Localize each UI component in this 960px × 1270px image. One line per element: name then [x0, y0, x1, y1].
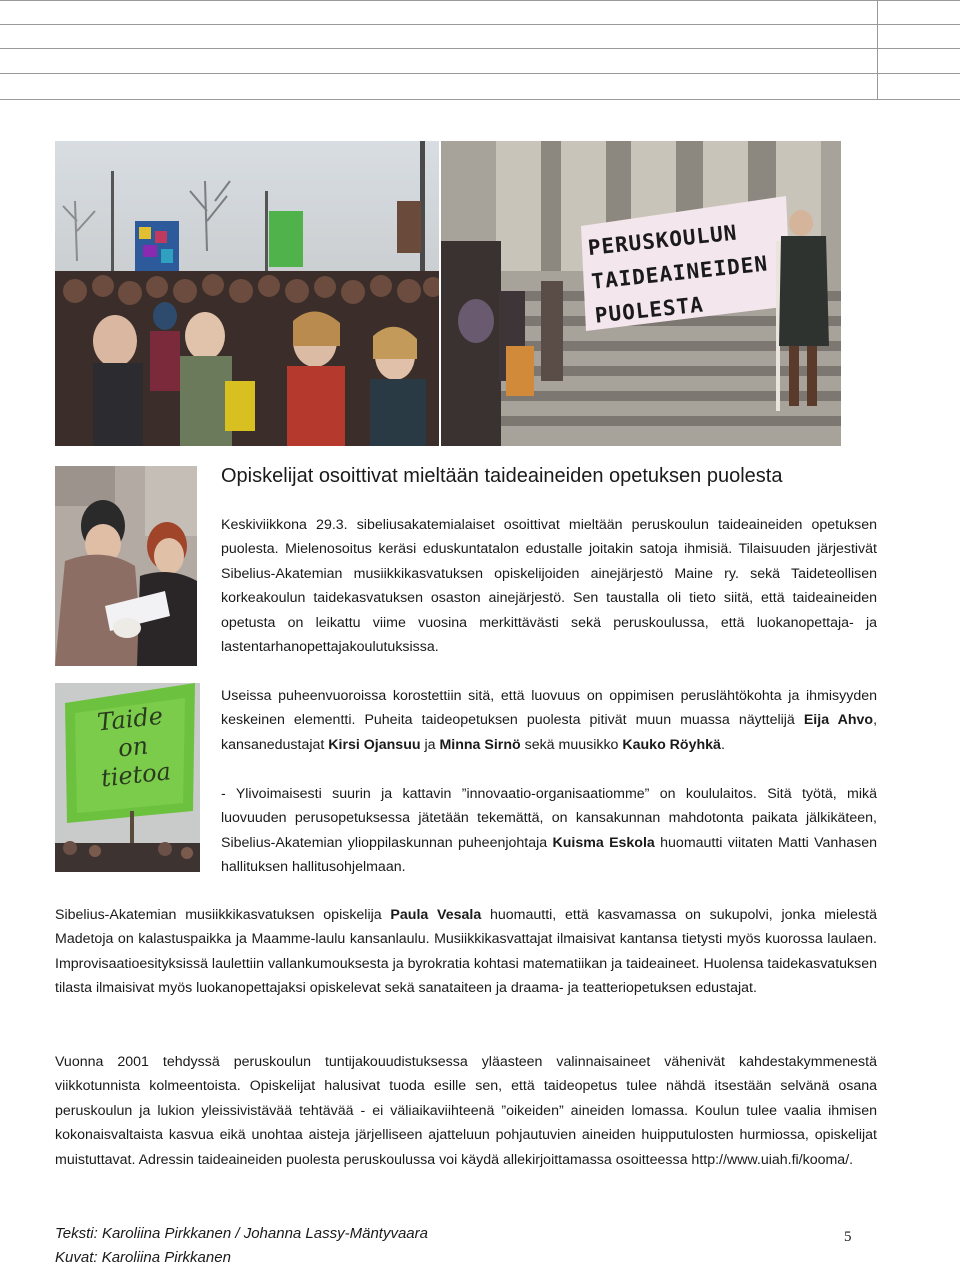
choir-singers-photo: [55, 466, 197, 666]
sign-text: [79, 700, 187, 794]
header-column-divider: [877, 0, 878, 100]
person-name: Minna Sirnö: [439, 736, 521, 753]
paragraph-speeches: [221, 684, 877, 757]
banner-text-line: PUOLESTA: [593, 292, 705, 328]
person-name: Paula Vesala: [390, 907, 482, 923]
paragraph-text: Useissa puheenvuoroissa korostettiin sitä, että luovuus on oppimisen peruslähtökohta ja ihmisyyden keskeinen elementti. Puheita taideopetuksen puolesta pitivät muun muassa näyttelijä: [221, 688, 877, 729]
header-rule-3: [0, 73, 960, 74]
banner-text-line: TAIDEAINEIDEN: [590, 251, 770, 294]
header-rule-top: [0, 0, 960, 1]
paragraph-text: Sibelius-Akatemian musiikkikasvatuksen opiskelija: [55, 907, 391, 923]
paragraph-quote: [221, 782, 877, 880]
sign-text-line: on: [116, 731, 150, 763]
header-rule-4: [0, 99, 960, 100]
article-title: Opiskelijat osoittivat mieltään taideaineiden opetuksen puolesta: [221, 465, 783, 487]
person-name: Eija Ahvo: [803, 712, 874, 729]
header-rule-1: [0, 24, 960, 25]
header-rule-2: [0, 48, 960, 49]
paragraph-text: ja: [420, 736, 440, 753]
paragraph-paula-vesala: [55, 903, 877, 1001]
person-name: Kirsi Ojansuu: [328, 736, 421, 753]
paragraph-curriculum: Vuonna 2001 tehdyssä peruskoulun tuntijakouudistuksessa yläasteen valinnaisaineet vähenivät kahdestakymmenestä viikkotunnista kolmeentoista. Opiskelijat halusivat tuoda esille sen, että taideopetus tulee nähdä itsestään selvänä osana peruskoulun ja lukion yleissivistävää tehtävää - ei väliaikaviihteenä ”oikeiden” aineiden lomassa. Koulun tulee vaalia ihmisen kokonaisvaltaista kasvua eikä unohtaa aisteja järjelliseen ajatteluun pohjautuvien aineiden huipputulosten hurmiossa, opiskelijat muistuttavat. Adressin taideaineiden puolesta peruskoulussa voi käydä allekirjoittamassa osoitteessa http://www.uiah.fi/kooma/.: [55, 1054, 877, 1168]
page-number: 5: [844, 1229, 852, 1245]
paragraph-text: , kansanedustajat: [221, 712, 878, 753]
person-name: Kauko Röyhkä: [622, 736, 721, 753]
banner-text-line: PERUSKOULUN: [586, 220, 739, 261]
crowd-photo: [55, 141, 439, 446]
paragraph-text: .: [720, 736, 725, 753]
paragraph-text: sekä muusikko: [520, 736, 623, 753]
paragraph-text: - Ylivoimaisesti suurin ja kattavin ”innovaatio-organisaatiomme” on koululaitos. Sitä työtä, mikä luovuuden perusopetuksessa jätetään tekemättä, on kansakunnan mahdotonta paikata jälkikäteen, Sibelius-Akatemian ylioppilaskunnan puheenjohtaja: [221, 786, 877, 851]
taide-sign-photo: [55, 683, 200, 872]
credits: [55, 1222, 428, 1270]
sign-text-line: tietoa: [99, 757, 173, 793]
photo-credit: Kuvat: Karoliina Pirkkanen: [55, 1249, 231, 1266]
paragraph-text: huomautti, että kasvamassa on sukupolvi, jonka mielestä Madetoja on kalastuspaikka ja Maamme-laulu kansanlaulu. Musiikkikasvattajat ilmaisivat kantansa tietysti myös kuorossa laulaen. Improvisaatioesityksissä laulettiin vallankumouksesta ja byrokratia kohtasi matematiikan ja taideaineet. Huolensa taidekasvatuksen tilasta ilmaisivat myös luokanopettajaksi opiskelevat sekä sanataiteen ja draama- ja teatteriopetuksen edustajat.: [55, 907, 877, 997]
paragraph-text: huomautti viitaten Matti Vanhasen hallituksen hallitusohjelmaan.: [221, 834, 877, 876]
sign-text-line: Taide: [95, 701, 165, 737]
person-name: Kuisma Eskola: [552, 834, 655, 851]
banner-text: [586, 211, 786, 332]
banner-steps-photo: [441, 141, 841, 446]
paragraph-intro: Keskiviikkona 29.3. sibeliusakatemialaiset osoittivat mieltään peruskoulun taideaineiden opetuksen puolesta. Mielenosoitus keräsi eduskuntatalon edustalle joitakin satoja ihmisiä. Tilaisuuden järjestivät Sibelius-Akatemian musiikkikasvatuksen opiskelijoiden ainejärjestö Maine ry. sekä Taideteollisen korkeakoulun taidekasvatuksen osaston ainejärjestö. Sen taustalla oli tieto siitä, että taideaineiden opetusta on leikattu viime vuosina merkittävästi sekä peruskoulussa, että luokanopettaja- ja lastentarhanopettajakoulutuksissa.: [221, 517, 877, 656]
text-credit: Teksti: Karoliina Pirkkanen / Johanna Lassy-Mäntyvaara: [55, 1225, 428, 1242]
